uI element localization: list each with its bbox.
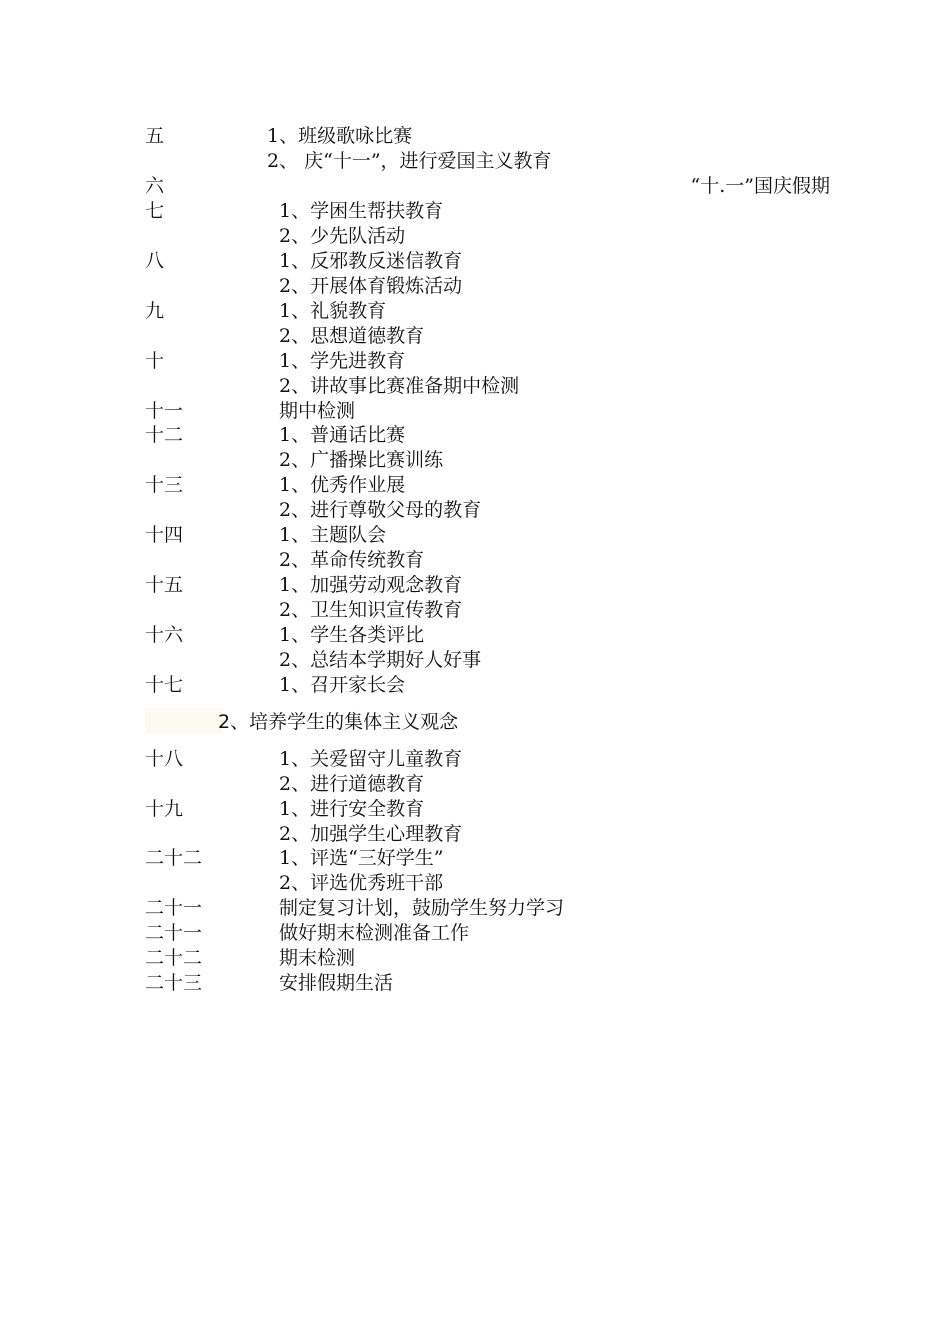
week-label: 十四 xyxy=(145,524,184,546)
activity-item: 1、学生各类评比 xyxy=(279,624,425,646)
activity-item: 1、普通话比赛 xyxy=(279,424,406,446)
activity-item: 2、进行道德教育 xyxy=(279,773,425,795)
week-label: 十一 xyxy=(145,400,184,422)
activity-item: 2、卫生知识宣传教育 xyxy=(279,599,463,621)
section-heading-text: 、培养学生的集体主义观念 xyxy=(230,711,459,733)
schedule-row xyxy=(145,797,830,822)
schedule-row xyxy=(145,747,830,772)
week-label: 二十三 xyxy=(145,972,203,994)
activity-item: 2、总结本学期好人好事 xyxy=(279,649,482,671)
activity-item: 1、礼貌教育 xyxy=(279,300,387,322)
schedule-row xyxy=(145,871,830,896)
activity-item: 2、开展体育锻炼活动 xyxy=(279,275,463,297)
activity-item: 期末检测 xyxy=(279,947,356,969)
week-label: 二十一 xyxy=(145,897,203,919)
schedule-row xyxy=(145,199,830,224)
schedule-row xyxy=(145,224,830,249)
activity-item: 2、加强学生心理教育 xyxy=(279,823,463,845)
week-label: 五 xyxy=(145,125,165,147)
schedule-row xyxy=(145,473,830,498)
activity-item: 2、 庆“十一”，进行爱国主义教育 xyxy=(267,150,552,172)
week-label: 十二 xyxy=(145,424,184,446)
activity-item: 1、关爱留守儿童教育 xyxy=(279,748,463,770)
schedule-row xyxy=(145,822,830,847)
activity-item: 期中检测 xyxy=(279,400,356,422)
schedule-row xyxy=(145,299,830,324)
activity-item: 1、加强劳动观念教育 xyxy=(279,574,463,596)
week-label: 十七 xyxy=(145,674,184,696)
activity-item: “十.一”国庆假期 xyxy=(690,175,830,197)
schedule-row xyxy=(145,174,830,199)
week-label: 十九 xyxy=(145,798,184,820)
schedule-row xyxy=(145,523,830,548)
schedule-row xyxy=(145,324,830,349)
activity-item: 1、主题队会 xyxy=(279,524,387,546)
activity-item: 1、反邪教反迷信教育 xyxy=(279,250,463,272)
week-label: 十六 xyxy=(145,624,184,646)
schedule-row xyxy=(145,971,830,996)
activity-item: 1、学先进教育 xyxy=(279,350,406,372)
schedule-row xyxy=(145,573,830,598)
activity-item: 2、进行尊敬父母的教育 xyxy=(279,499,482,521)
activity-item: 1、评选“三好学生” xyxy=(279,847,444,869)
schedule-row xyxy=(145,448,830,473)
activity-item: 2、思想道德教育 xyxy=(279,325,425,347)
activity-item: 安排假期生活 xyxy=(279,972,394,994)
activity-item: 1、班级歌咏比赛 xyxy=(267,125,413,147)
schedule-row xyxy=(145,772,830,797)
week-label: 十八 xyxy=(145,748,184,770)
activity-item: 2、评选优秀班干部 xyxy=(279,872,444,894)
activity-item: 2、革命传统教育 xyxy=(279,549,425,571)
schedule-row xyxy=(145,149,830,174)
week-label: 二十二 xyxy=(145,947,203,969)
schedule-row xyxy=(145,673,830,698)
schedule-row xyxy=(145,548,830,573)
week-label: 十五 xyxy=(145,574,184,596)
activity-item: 2、广播操比赛训练 xyxy=(279,449,444,471)
activity-item: 制定复习计划，鼓励学生努力学习 xyxy=(279,897,565,919)
schedule-row xyxy=(145,249,830,274)
schedule-row xyxy=(145,896,830,921)
schedule-row xyxy=(145,498,830,523)
week-label: 二十一 xyxy=(145,922,203,944)
week-label: 七 xyxy=(145,200,165,222)
schedule-row xyxy=(145,124,830,149)
schedule-row xyxy=(145,946,830,971)
schedule-row xyxy=(145,349,830,374)
week-label: 二十二 xyxy=(145,847,203,869)
section-heading-number: 2 xyxy=(218,711,231,733)
schedule-row xyxy=(145,598,830,623)
activity-item: 1、优秀作业展 xyxy=(279,474,406,496)
activity-item: 做好期末检测准备工作 xyxy=(279,922,470,944)
activity-item: 1、召开家长会 xyxy=(279,674,406,696)
week-label: 十 xyxy=(145,350,165,372)
schedule-row xyxy=(145,648,830,673)
heading-highlight xyxy=(145,708,223,734)
activity-item: 1、进行安全教育 xyxy=(279,798,425,820)
activity-item: 2、讲故事比赛准备期中检测 xyxy=(279,375,520,397)
schedule-row xyxy=(145,423,830,448)
activity-item: 2、少先队活动 xyxy=(279,225,406,247)
schedule-row xyxy=(145,399,830,424)
schedule-row xyxy=(145,374,830,399)
week-label: 十三 xyxy=(145,474,184,496)
week-label: 九 xyxy=(145,300,165,322)
section-heading xyxy=(218,708,458,736)
schedule-row xyxy=(145,921,830,946)
week-label: 六 xyxy=(145,175,165,197)
schedule-row xyxy=(145,623,830,648)
activity-item: 1、学困生帮扶教育 xyxy=(279,200,444,222)
schedule-row xyxy=(145,846,830,871)
schedule-row xyxy=(145,274,830,299)
week-label: 八 xyxy=(145,250,165,272)
